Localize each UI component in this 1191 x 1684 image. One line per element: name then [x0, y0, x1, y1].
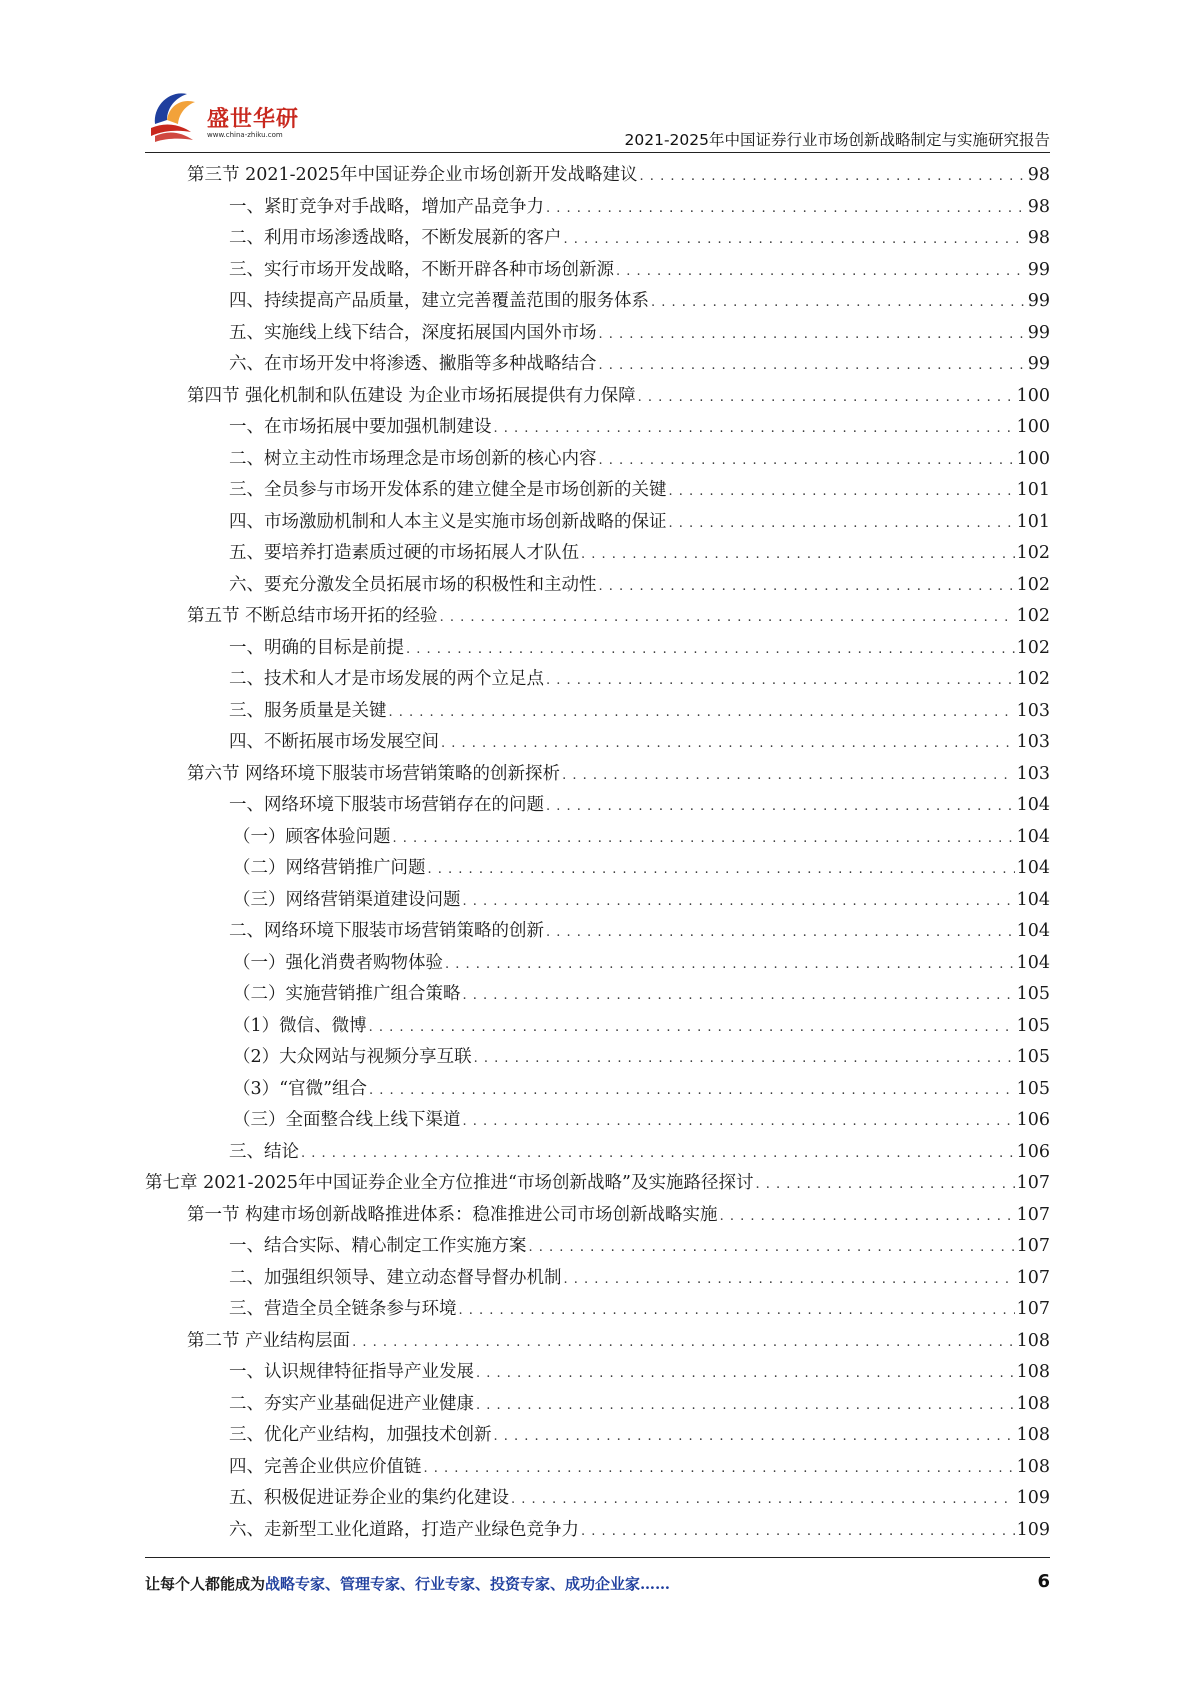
toc-entry-label: 一、明确的目标是前提 [229, 637, 404, 658]
toc-entry-label: 一、在市场拓展中要加强机制建设 [229, 417, 492, 437]
toc-entry-page: 100 [1016, 448, 1050, 469]
toc-entry[interactable] [145, 1483, 1050, 1515]
toc-entry[interactable] [145, 790, 1050, 822]
toc-leader-dots [369, 1012, 1015, 1044]
toc-entry-page: 105 [1016, 984, 1050, 1004]
toc-entry-page: 107 [1016, 1173, 1050, 1193]
toc-leader-dots [546, 193, 1026, 225]
toc-entry[interactable] [145, 853, 1050, 885]
toc-leader-dots [352, 1327, 1015, 1359]
toc-entry-page: 104 [1016, 795, 1050, 815]
toc-entry-page: 102 [1016, 574, 1050, 595]
toc-entry-page: 99 [1027, 291, 1050, 311]
toc-entry[interactable] [145, 349, 1050, 381]
toc-leader-dots [640, 161, 1026, 193]
toc-entry[interactable] [145, 948, 1050, 980]
toc-entry-label: 一、网络环境下服装市场营销存在的问题 [229, 795, 544, 815]
toc-entry-page: 102 [1016, 606, 1050, 626]
toc-leader-dots [599, 350, 1026, 382]
toc-entry-page: 108 [1016, 1456, 1050, 1477]
toc-entry-page: 106 [1016, 1110, 1050, 1130]
toc-entry-label: 三、优化产业结构，加强技术创新 [229, 1425, 492, 1445]
toc-entry-label: （1）微信、微博 [233, 1015, 367, 1036]
toc-entry-page: 99 [1027, 354, 1050, 374]
toc-entry[interactable] [145, 412, 1050, 444]
toc-entry[interactable] [145, 381, 1050, 413]
toc-entry[interactable] [145, 916, 1050, 948]
toc-leader-dots [562, 760, 1015, 792]
toc-entry[interactable] [145, 1200, 1050, 1232]
toc-leader-dots [476, 1358, 1015, 1390]
toc-leader-dots [441, 728, 1015, 760]
toc-entry-page: 108 [1016, 1330, 1050, 1351]
toc-entry-page: 105 [1016, 1078, 1050, 1099]
toc-entry-page: 98 [1027, 165, 1050, 185]
toc-entry-label: 二、技术和人才是市场发展的两个立足点 [229, 669, 544, 689]
toc-leader-dots [474, 1043, 1015, 1075]
table-of-contents [145, 160, 1050, 1546]
toc-entry-page: 101 [1016, 480, 1050, 500]
footer-slogan [145, 1573, 670, 1594]
toc-entry-label: 三、结论 [229, 1141, 299, 1162]
toc-entry-label: 第六节 网络环境下服装市场营销策略的创新探析 [187, 763, 561, 784]
toc-leader-dots [669, 476, 1015, 508]
toc-entry-label: 第七章 2021-2025年中国证券企业全方位推进“市场创新战略”及实施路径探讨 [145, 1173, 754, 1193]
toc-leader-dots [564, 1264, 1015, 1296]
toc-entry-label: 一、认识规律特征指导产业发展 [229, 1362, 474, 1382]
toc-entry-label: 一、结合实际、精心制定工作实施方案 [229, 1236, 527, 1256]
toc-entry[interactable] [145, 1326, 1050, 1358]
toc-leader-dots [494, 413, 1015, 445]
page-number: 6 [1037, 1571, 1050, 1592]
toc-entry-label: 六、在市场开发中将渗透、撇脂等多种战略结合 [229, 354, 597, 374]
toc-entry-page: 102 [1016, 637, 1050, 658]
toc-entry[interactable] [145, 1074, 1050, 1106]
toc-entry-label: （二）实施营销推广组合策略 [233, 984, 461, 1004]
toc-entry-label: 四、市场激励机制和人本主义是实施市场创新战略的保证 [229, 511, 667, 532]
toc-leader-dots [459, 1295, 1015, 1327]
toc-leader-dots [616, 256, 1026, 288]
toc-entry-label: 三、服务质量是关键 [229, 700, 387, 721]
toc-entry-label: 二、加强组织领导、建立动态督导督办机制 [229, 1267, 562, 1288]
toc-entry[interactable] [145, 475, 1050, 507]
logo-emblem-icon [145, 84, 207, 146]
toc-entry[interactable] [145, 192, 1050, 224]
toc-entry-label: （一）强化消费者购物体验 [233, 952, 443, 973]
toc-entry[interactable] [145, 1389, 1050, 1421]
toc-entry-page: 104 [1016, 921, 1050, 941]
toc-entry-page: 107 [1016, 1236, 1050, 1256]
toc-entry-page: 104 [1016, 952, 1050, 973]
toc-leader-dots [599, 319, 1026, 351]
toc-entry-page: 98 [1027, 196, 1050, 217]
toc-leader-dots [651, 287, 1026, 319]
toc-entry-label: （三）全面整合线上线下渠道 [233, 1110, 461, 1130]
toc-leader-dots [546, 665, 1015, 697]
toc-entry-label: 四、不断拓展市场发展空间 [229, 732, 439, 752]
toc-leader-dots [463, 980, 1015, 1012]
toc-leader-dots [440, 602, 1015, 634]
toc-leader-dots [511, 1484, 1015, 1516]
toc-leader-dots [581, 539, 1015, 571]
toc-entry[interactable] [145, 1231, 1050, 1263]
toc-entry-label: 三、实行市场开发战略，不断开辟各种市场创新源 [229, 259, 614, 280]
toc-entry[interactable] [145, 601, 1050, 633]
brand-name: 盛世华研 [207, 107, 300, 132]
document-title: 2021-2025年中国证券行业市场创新战略制定与实施研究报告 [624, 131, 1050, 149]
toc-entry-page: 109 [1016, 1519, 1050, 1540]
toc-entry[interactable] [145, 1294, 1050, 1326]
toc-entry-label: 三、营造全员全链条参与环境 [229, 1299, 457, 1319]
toc-entry[interactable] [145, 223, 1050, 255]
toc-entry-label: 二、树立主动性市场理念是市场创新的核心内容 [229, 448, 597, 469]
slogan-prefix: 让每个人都能成为 [145, 1575, 266, 1593]
toc-entry-page: 98 [1027, 228, 1050, 248]
toc-leader-dots [476, 1390, 1015, 1422]
toc-entry-page: 107 [1016, 1204, 1050, 1225]
toc-leader-dots [369, 1075, 1015, 1107]
toc-leader-dots [599, 445, 1015, 477]
toc-entry-label: 五、积极促进证券企业的集约化建设 [229, 1488, 509, 1508]
toc-entry-page: 100 [1016, 385, 1050, 406]
toc-entry[interactable] [145, 979, 1050, 1011]
toc-leader-dots [463, 1106, 1015, 1138]
toc-entry-page: 103 [1016, 732, 1050, 752]
toc-entry[interactable] [145, 318, 1050, 350]
slogan-highlight: 战略专家、管理专家、行业专家、投资专家、成功企业家…… [265, 1575, 671, 1593]
toc-entry-page: 104 [1016, 889, 1050, 910]
toc-entry[interactable] [145, 286, 1050, 318]
toc-entry-label: 六、要充分激发全员拓展市场的积极性和主动性 [229, 574, 597, 595]
toc-entry-label: 第二节 产业结构层面 [187, 1330, 351, 1351]
toc-leader-dots [445, 949, 1015, 981]
toc-leader-dots [494, 1421, 1015, 1453]
toc-entry-label: 第四节 强化机制和队伍建设 为企业市场拓展提供有力保障 [187, 385, 636, 406]
toc-entry[interactable] [145, 570, 1050, 602]
toc-leader-dots [546, 917, 1015, 949]
toc-leader-dots [529, 1232, 1015, 1264]
header-divider [145, 152, 1050, 153]
toc-leader-dots [406, 634, 1015, 666]
toc-entry-label: 五、实施线上线下结合，深度拓展国内国外市场 [229, 322, 597, 343]
toc-entry-page: 105 [1016, 1015, 1050, 1036]
toc-entry-label: （2）大众网站与视频分享互联 [233, 1047, 472, 1067]
toc-entry[interactable] [145, 1105, 1050, 1137]
toc-entry-label: 第三节 2021-2025年中国证券企业市场创新开发战略建议 [187, 165, 638, 185]
toc-leader-dots [599, 571, 1015, 603]
toc-leader-dots [581, 1516, 1015, 1548]
toc-entry[interactable] [145, 444, 1050, 476]
toc-entry[interactable] [145, 664, 1050, 696]
toc-leader-dots [669, 508, 1015, 540]
toc-entry[interactable] [145, 727, 1050, 759]
toc-leader-dots [564, 224, 1026, 256]
toc-entry-label: 二、网络环境下服装市场营销策略的创新 [229, 921, 544, 941]
toc-entry-page: 104 [1016, 858, 1050, 878]
toc-entry-page: 102 [1016, 669, 1050, 689]
toc-entry-label: 四、持续提高产品质量，建立完善覆盖范围的服务体系 [229, 291, 649, 311]
toc-leader-dots [463, 886, 1015, 918]
toc-entry[interactable] [145, 160, 1050, 192]
toc-leader-dots [638, 382, 1015, 414]
toc-entry[interactable] [145, 1168, 1050, 1200]
toc-entry-label: （二）网络营销推广问题 [233, 858, 426, 878]
toc-entry-page: 107 [1016, 1267, 1050, 1288]
toc-entry[interactable] [145, 507, 1050, 539]
toc-entry[interactable] [145, 633, 1050, 665]
toc-entry[interactable] [145, 1137, 1050, 1169]
toc-entry[interactable] [145, 885, 1050, 917]
toc-entry-label: 二、利用市场渗透战略，不断发展新的客户 [229, 228, 562, 248]
toc-entry-page: 108 [1016, 1393, 1050, 1414]
toc-entry[interactable] [145, 696, 1050, 728]
toc-entry-label: 第五节 不断总结市场开拓的经验 [187, 606, 438, 626]
toc-entry[interactable] [145, 759, 1050, 791]
toc-entry-page: 103 [1016, 763, 1050, 784]
toc-leader-dots [424, 1453, 1015, 1485]
toc-leader-dots [389, 697, 1015, 729]
footer-divider [145, 1557, 1050, 1558]
toc-entry[interactable] [145, 822, 1050, 854]
toc-entry-label: 一、紧盯竞争对手战略，增加产品竞争力 [229, 196, 544, 217]
toc-entry-page: 99 [1027, 322, 1050, 343]
brand-logo [145, 80, 315, 150]
toc-entry-page: 103 [1016, 700, 1050, 721]
toc-entry-page: 104 [1016, 826, 1050, 847]
toc-entry-page: 100 [1016, 417, 1050, 437]
page-header [145, 80, 1050, 150]
toc-entry-label: （三）网络营销渠道建设问题 [233, 889, 461, 910]
toc-entry-page: 107 [1016, 1299, 1050, 1319]
brand-url: www.china-zhiku.com [207, 131, 283, 139]
toc-entry-label: 六、走新型工业化道路，打造产业绿色竞争力 [229, 1519, 579, 1540]
toc-entry-label: （3）“官微”组合 [233, 1078, 368, 1099]
toc-leader-dots [546, 791, 1015, 823]
toc-entry[interactable] [145, 1515, 1050, 1547]
toc-entry-page: 99 [1027, 259, 1050, 280]
toc-entry-label: 三、全员参与市场开发体系的建立健全是市场创新的关键 [229, 480, 667, 500]
toc-entry[interactable] [145, 1011, 1050, 1043]
toc-entry-label: 五、要培养打造素质过硬的市场拓展人才队伍 [229, 543, 579, 563]
toc-entry[interactable] [145, 255, 1050, 287]
toc-entry-page: 109 [1016, 1488, 1050, 1508]
toc-entry-page: 108 [1016, 1362, 1050, 1382]
toc-leader-dots [720, 1201, 1015, 1233]
toc-entry-label: 二、夯实产业基础促进产业健康 [229, 1393, 474, 1414]
toc-entry-label: 第一节 构建市场创新战略推进体系：稳准推进公司市场创新战略实施 [187, 1204, 718, 1225]
toc-leader-dots [301, 1138, 1015, 1170]
toc-entry[interactable] [145, 1263, 1050, 1295]
toc-entry[interactable] [145, 1042, 1050, 1074]
toc-entry-label: （一）顾客体验问题 [233, 826, 391, 847]
toc-entry-page: 108 [1016, 1425, 1050, 1445]
toc-entry[interactable] [145, 538, 1050, 570]
toc-leader-dots [755, 1169, 1014, 1201]
toc-entry-page: 101 [1016, 511, 1050, 532]
toc-entry[interactable] [145, 1357, 1050, 1389]
toc-entry[interactable] [145, 1452, 1050, 1484]
toc-leader-dots [393, 823, 1015, 855]
toc-leader-dots [428, 854, 1015, 886]
toc-entry-page: 105 [1016, 1047, 1050, 1067]
toc-entry-page: 106 [1016, 1141, 1050, 1162]
toc-entry-page: 102 [1016, 543, 1050, 563]
toc-entry[interactable] [145, 1420, 1050, 1452]
toc-entry-label: 四、完善企业供应价值链 [229, 1456, 422, 1477]
